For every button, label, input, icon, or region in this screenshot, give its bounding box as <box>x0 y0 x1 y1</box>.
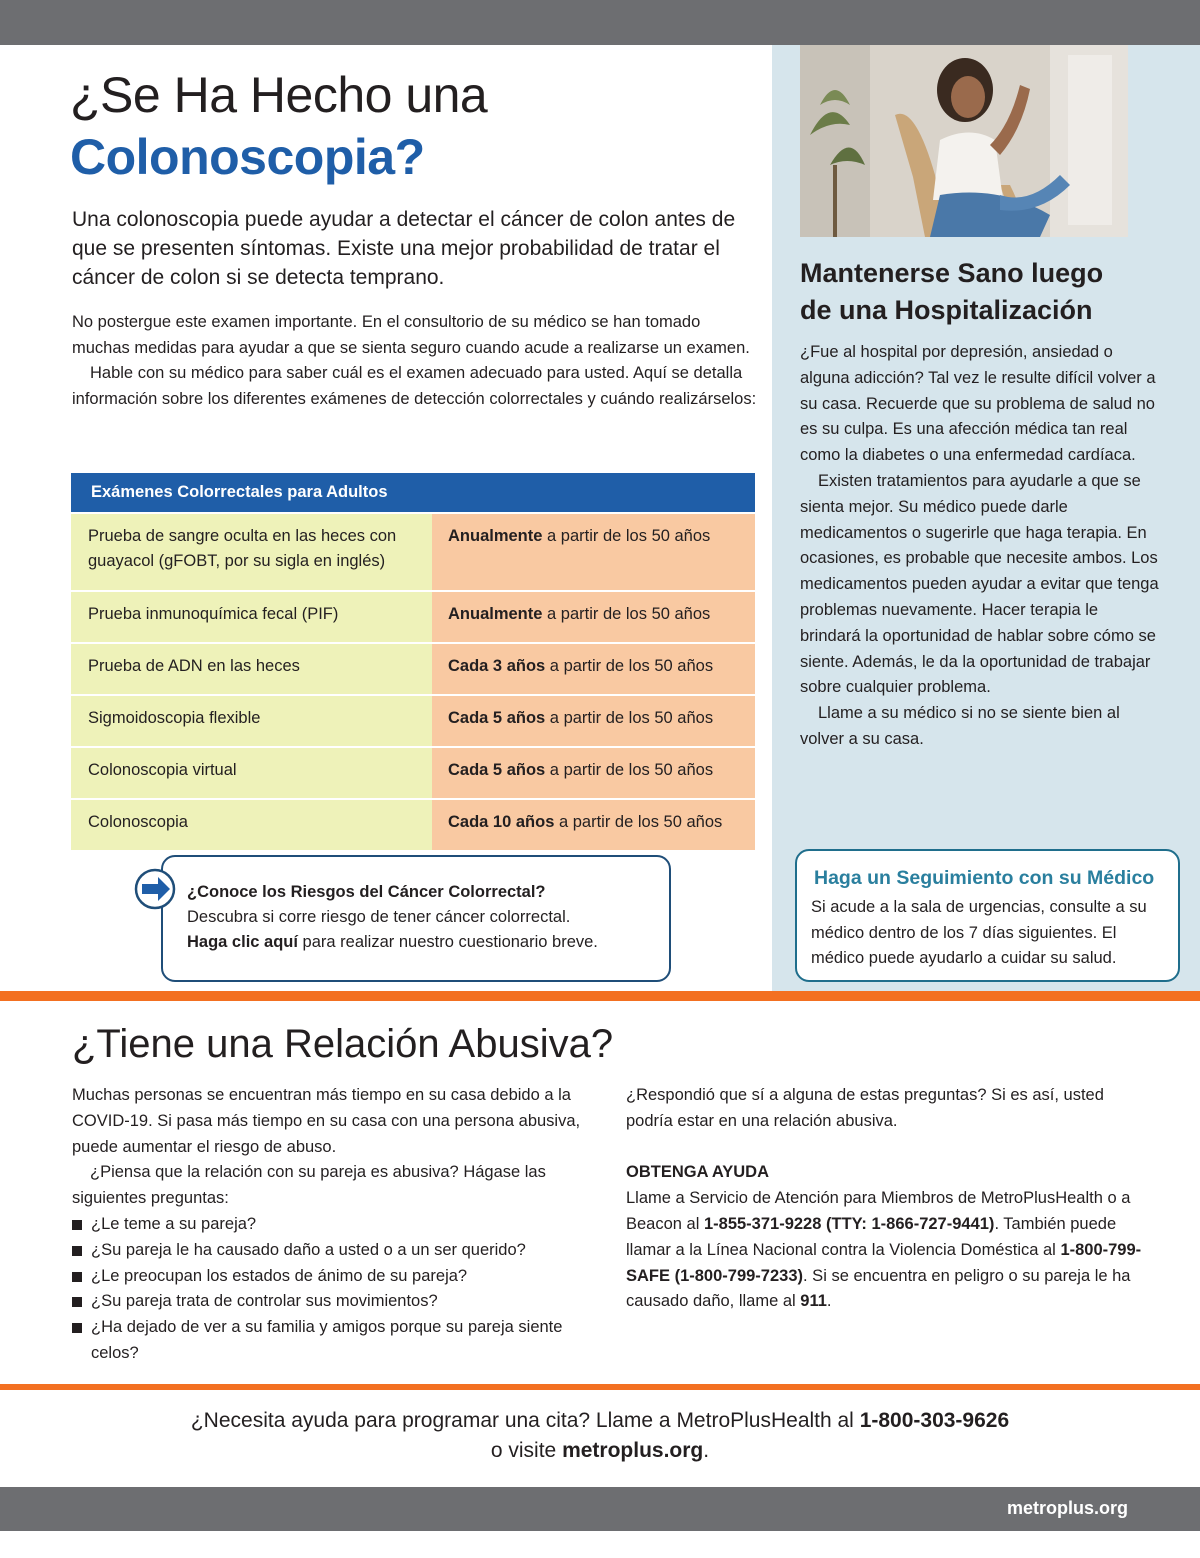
frequency-bold: Cada 5 años <box>448 709 546 727</box>
list-item: ¿Le teme a su pareja? <box>72 1212 592 1238</box>
followup-body: Si acude a la sala de urgencias, consulte a su médico dentro de los 7 días siguientes. El médico puede ayudarlo a cuidar su salud. <box>811 898 1147 967</box>
table-header: Exámenes Colorrectales para Adultos <box>71 473 755 512</box>
frequency-rest: a partir de los 50 años <box>542 527 711 545</box>
abuse-left-column <box>72 1083 592 1367</box>
table-row <box>71 590 755 642</box>
top-bar <box>0 0 1200 45</box>
frequency-bold: Cada 5 años <box>448 761 546 779</box>
quiz-link[interactable]: Haga clic aquí <box>187 933 298 951</box>
table-row <box>71 798 755 850</box>
sidebar-title-line2: de una Hospitalización <box>800 295 1093 325</box>
footer-text-3: . <box>703 1439 710 1462</box>
table-cell-test: Prueba de sangre oculta en las heces con guayacol (gFOBT, por su sigla en inglés) <box>71 514 432 590</box>
footer-text-1: ¿Necesita ayuda para programar una cita? Llame a MetroPlusHealth al <box>190 1409 860 1432</box>
help-text-1: Llame a Servicio de Atención para Miembros de MetroPlusHealth o a Beacon al <box>626 1189 1131 1233</box>
footer-divider <box>0 1384 1200 1390</box>
footer-site-link[interactable]: metroplus.org <box>562 1439 704 1462</box>
sidebar-paragraph-3: Llame a su médico si no se siente bien al volver a su casa. <box>800 704 1120 748</box>
abuse-paragraph-1: Muchas personas se encuentran más tiempo en su casa debido a la COVID-19. Si pasa más tiempo en su casa con una persona abusiva, puede aumentar el riesgo de abuso. <box>72 1086 581 1156</box>
frequency-bold: Cada 10 años <box>448 813 555 831</box>
frequency-rest: a partir de los 50 años <box>545 709 714 727</box>
risk-callout-line3-rest: para realizar nuestro cuestionario breve. <box>297 933 598 951</box>
sidebar-paragraph-2: Existen tratamientos para ayudarle a que se sienta mejor. Su médico puede darle medicamentos o sugerirle que haga terapia. En ocasiones, es probable que necesite ambos. Los medicamentos pueden ayudar a evitar que tenga problemas nuevamente. Hacer terapia le brindará la oportunidad de hablar sobre cómo se siente. Además, le da la oportunidad de trabajar sobre cualquier problema. <box>800 471 1159 697</box>
sidebar-paragraph-1: ¿Fue al hospital por depresión, ansiedad o alguna adicción? Tal vez le resulte difícil volver a su casa. Recuerde que su problema de salud no es su culpa. Es una afección médica tan real como la diabetes o una enfermedad cardíaca. <box>800 343 1156 465</box>
footer-visit-text <box>0 1436 1200 1465</box>
hotline-phone: 1-800-799-SAFE (1-800-799-7233) <box>626 1240 1142 1285</box>
frequency-bold: Anualmente <box>448 527 543 545</box>
list-item: ¿Su pareja trata de controlar sus movimientos? <box>72 1289 592 1315</box>
list-item: ¿Su pareja le ha causado daño a usted o a un ser querido? <box>72 1238 592 1264</box>
get-help-heading: OBTENGA AYUDA <box>626 1163 770 1182</box>
table-cell-frequency <box>432 592 755 642</box>
table-cell-frequency <box>432 800 755 850</box>
bottom-bar-url[interactable]: metroplus.org <box>1006 1498 1128 1518</box>
colorectal-exams-table <box>71 473 755 850</box>
table-cell-test: Prueba de ADN en las heces <box>71 644 432 694</box>
table-row <box>71 694 755 746</box>
table-cell-test: Prueba inmunoquímica fecal (PIF) <box>71 592 432 642</box>
get-help-text <box>626 1186 1146 1315</box>
table-cell-frequency <box>432 644 755 694</box>
table-cell-test: Colonoscopia virtual <box>71 748 432 798</box>
sidebar-title-line1: Mantenerse Sano luego <box>800 258 1104 288</box>
table-row <box>71 746 755 798</box>
risk-callout-text: Descubra si corre riesgo de tener cáncer colorrectal. <box>187 908 571 926</box>
followup-callout <box>795 849 1180 982</box>
colon-title-line1: ¿Se Ha Hecho una <box>70 67 488 123</box>
sidebar-title <box>800 255 1103 329</box>
woman-relaxing-photo <box>800 45 1128 237</box>
abuse-paragraph-2: ¿Piensa que la relación con su pareja es abusiva? Hágase las siguientes preguntas: <box>72 1163 546 1208</box>
footer-phone: 1-800-303-9626 <box>859 1409 1010 1432</box>
table-row <box>71 512 755 590</box>
help-text-4: . <box>826 1292 832 1311</box>
sidebar-body <box>800 340 1160 753</box>
frequency-bold: Cada 3 años <box>448 657 546 675</box>
frequency-bold: Anualmente <box>448 605 543 623</box>
section-divider <box>0 991 1200 1001</box>
help-text-3: . Si se encuentra en peligro o su pareja le ha causado daño, llame al <box>626 1266 1131 1311</box>
table-cell-frequency <box>432 748 755 798</box>
frequency-rest: a partir de los 50 años <box>542 605 711 623</box>
table-cell-test: Colonoscopia <box>71 800 432 850</box>
colon-title-line2: Colonoscopia? <box>70 129 425 185</box>
frequency-rest: a partir de los 50 años <box>545 657 714 675</box>
risk-callout-title: ¿Conoce los Riesgos del Cáncer Colorrectal? <box>187 883 546 901</box>
abuse-questions-list <box>72 1212 592 1367</box>
bottom-bar <box>0 1487 1200 1531</box>
table-cell-frequency <box>432 696 755 746</box>
colorectal-risk-callout[interactable] <box>161 855 671 982</box>
table-row <box>71 642 755 694</box>
frequency-rest: a partir de los 50 años <box>545 761 714 779</box>
table-cell-frequency <box>432 514 755 590</box>
help-text-2: . También puede llamar a la Línea Nacional contra la Violencia Doméstica al <box>626 1214 1117 1259</box>
footer-text-2: o visite <box>490 1439 563 1462</box>
risk-callout-line3 <box>187 930 669 955</box>
colon-intro: Una colonoscopia puede ayudar a detectar el cáncer de colon antes de que se presenten síntomas. Existe una mejor probabilidad de tratar el cáncer de colon si se detecta temprano. <box>72 208 736 289</box>
emergency-number: 911 <box>800 1292 827 1311</box>
abuse-right-paragraph: ¿Respondió que sí a alguna de estas preguntas? Si es así, usted podría estar en una relación abusiva. <box>626 1086 1104 1130</box>
beacon-phone: 1-855-371-9228 (TTY: 1-866-727-9441) <box>703 1214 995 1233</box>
colon-paragraph-2: Hable con su médico para saber cuál es el examen adecuado para usted. Aquí se detalla información sobre los diferentes exámenes de detección colorrectales y cuándo realizárselos: <box>72 364 757 408</box>
colon-body <box>72 310 762 412</box>
abuse-right-column <box>626 1083 1146 1315</box>
footer-appointment-text <box>0 1406 1200 1435</box>
frequency-rest: a partir de los 50 años <box>554 813 723 831</box>
list-item: ¿Ha dejado de ver a su familia y amigos porque su pareja siente celos? <box>72 1315 592 1367</box>
followup-title: Haga un Seguimiento con su Médico <box>814 867 1155 889</box>
abuse-title: ¿Tiene una Relación Abusiva? <box>72 1022 614 1066</box>
table-cell-test: Sigmoidoscopia flexible <box>71 696 432 746</box>
arrow-right-icon[interactable] <box>134 868 176 910</box>
colon-paragraph-1: No postergue este examen importante. En el consultorio de su médico se han tomado muchas medidas para ayudar a que se sienta seguro cuando acude a realizarse un examen. <box>72 313 750 357</box>
photo-illustration <box>800 45 1128 237</box>
list-item: ¿Le preocupan los estados de ánimo de su pareja? <box>72 1264 592 1290</box>
